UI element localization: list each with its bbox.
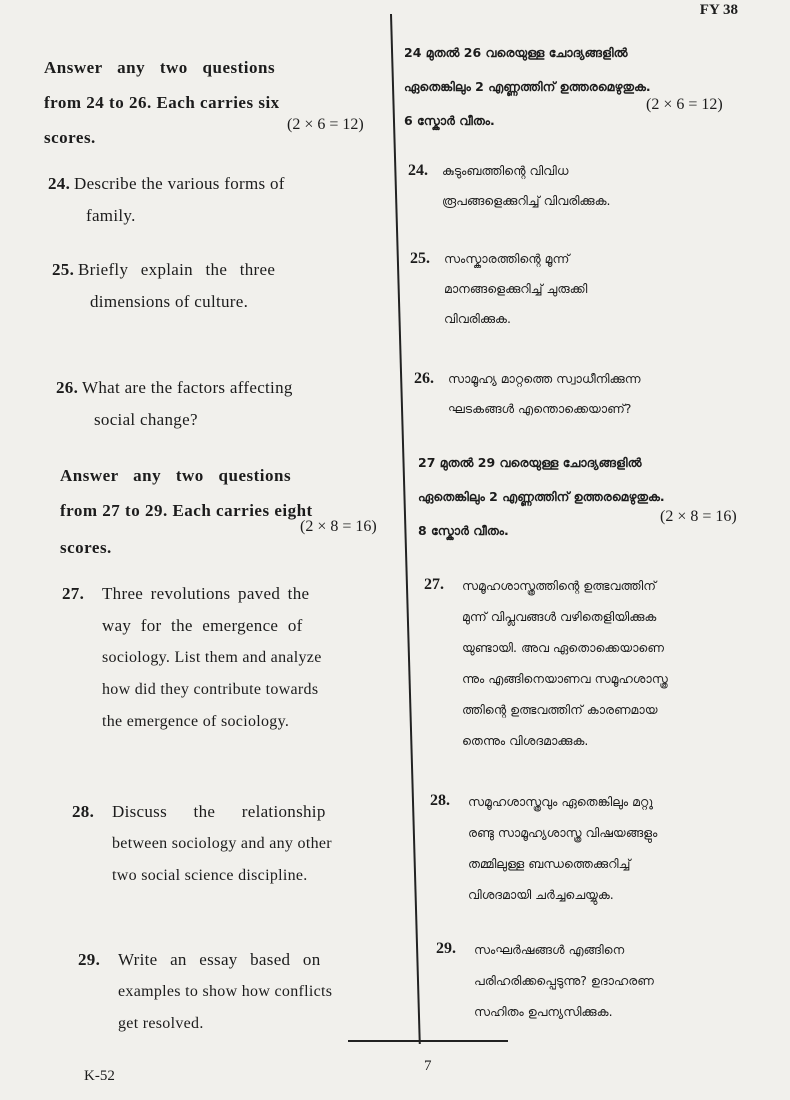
malayalam-section-2-instruction: 27 മുതൽ 29 വരെയുള്ള ചോദ്യങ്ങളിൽ ഏതെങ്കിലും 2 എണ്ണത്തിന് ഉത്തരമെഴുതുക. 8 സ്കോർ വീതം. [418, 455, 665, 538]
end-rule [348, 1040, 508, 1042]
english-section-1-score: (2 × 6 = 12) [287, 116, 364, 133]
malayalam-question-24: 24. കുടുംബത്തിന്റെ വിവിധ രൂപങ്ങളെക്കുറിച്ച് വിവരിക്കുക. [408, 162, 611, 208]
english-question-27: 27. Three revolutions paved the way for the emergence of sociology. List them and analyze how did they contribute towards the emergence of sociology. [62, 584, 322, 730]
malayalam-question-27: 27. സമൂഹശാസ്ത്രത്തിന്റെ ഉത്ഭവത്തിന് മുന്ന് വിപ്ലവങ്ങൾ വഴിതെളിയിക്കുക യുണ്ടായി. അവ ഏതൊക്കെയാണെ ന്നും എങ്ങിനെയാണവ സമൂഹശാസ്ത്ര ത്തിന്റെ ഉത്ഭവത്തിന് കാരണമായ തെന്നും വിശദമാക്കുക. [424, 576, 668, 748]
page-number: 7 [424, 1058, 432, 1074]
malayalam-question-25: 25. സംസ്കാരത്തിന്റെ മൂന്ന് മാനങ്ങളെക്കുറിച്ച് ചുരുക്കി വിവരിക്കുക. [410, 250, 588, 326]
footer-paper-code: K-52 [84, 1068, 115, 1084]
malayalam-section-1-score: (2 × 6 = 12) [646, 96, 723, 113]
english-section-2-instruction: Answer any two questions from 27 to 29. Each carries eight scores. [60, 466, 313, 557]
english-section-1-instruction: Answer any two questions from 24 to 26. Each carries six scores. [44, 58, 280, 147]
english-section-2-score: (2 × 8 = 16) [300, 518, 377, 535]
english-question-25: 25. Briefly explain the three dimensions of culture. [52, 260, 276, 311]
malayalam-question-26: 26. സാമൂഹ്യ മാറ്റത്തെ സ്വാധീനിക്കുന്ന ഘടകങ്ങൾ എന്തൊക്കെയാണ്? [414, 370, 641, 416]
malayalam-section-1-instruction: 24 മുതൽ 26 വരെയുള്ള ചോദ്യങ്ങളിൽ ഏതെങ്കിലും 2 എണ്ണത്തിന് ഉത്തരമെഴുതുക. 6 സ്കോർ വീതം. [404, 45, 651, 128]
malayalam-question-29: 29. സംഘർഷങ്ങൾ എങ്ങിനെ പരിഹരിക്കപ്പെടുന്നു? ഉദാഹരണ സഹിതം ഉപന്യസിക്കുക. [436, 940, 654, 1019]
english-question-28: 28. Discuss the relationship between sociology and any other two social science discipline. [72, 802, 332, 884]
english-question-29: 29. Write an essay based on examples to show how conflicts get resolved. [78, 950, 333, 1032]
malayalam-section-2-score: (2 × 8 = 16) [660, 508, 737, 525]
english-question-24: 24. Describe the various forms of family. [48, 174, 285, 225]
malayalam-question-28: 28. സമൂഹശാസ്ത്രവും ഏതെങ്കിലും മറ്റു രണ്ടു സാമൂഹ്യശാസ്ത്ര വിഷയങ്ങളും തമ്മിലുള്ള ബന്ധത്തെക്കുറിച്ച് വിശദമായി ചർച്ചചെയ്യുക. [430, 792, 658, 902]
english-question-26: 26. What are the factors affecting social change? [56, 378, 293, 429]
paper-code-header: FY 38 [699, 2, 738, 18]
